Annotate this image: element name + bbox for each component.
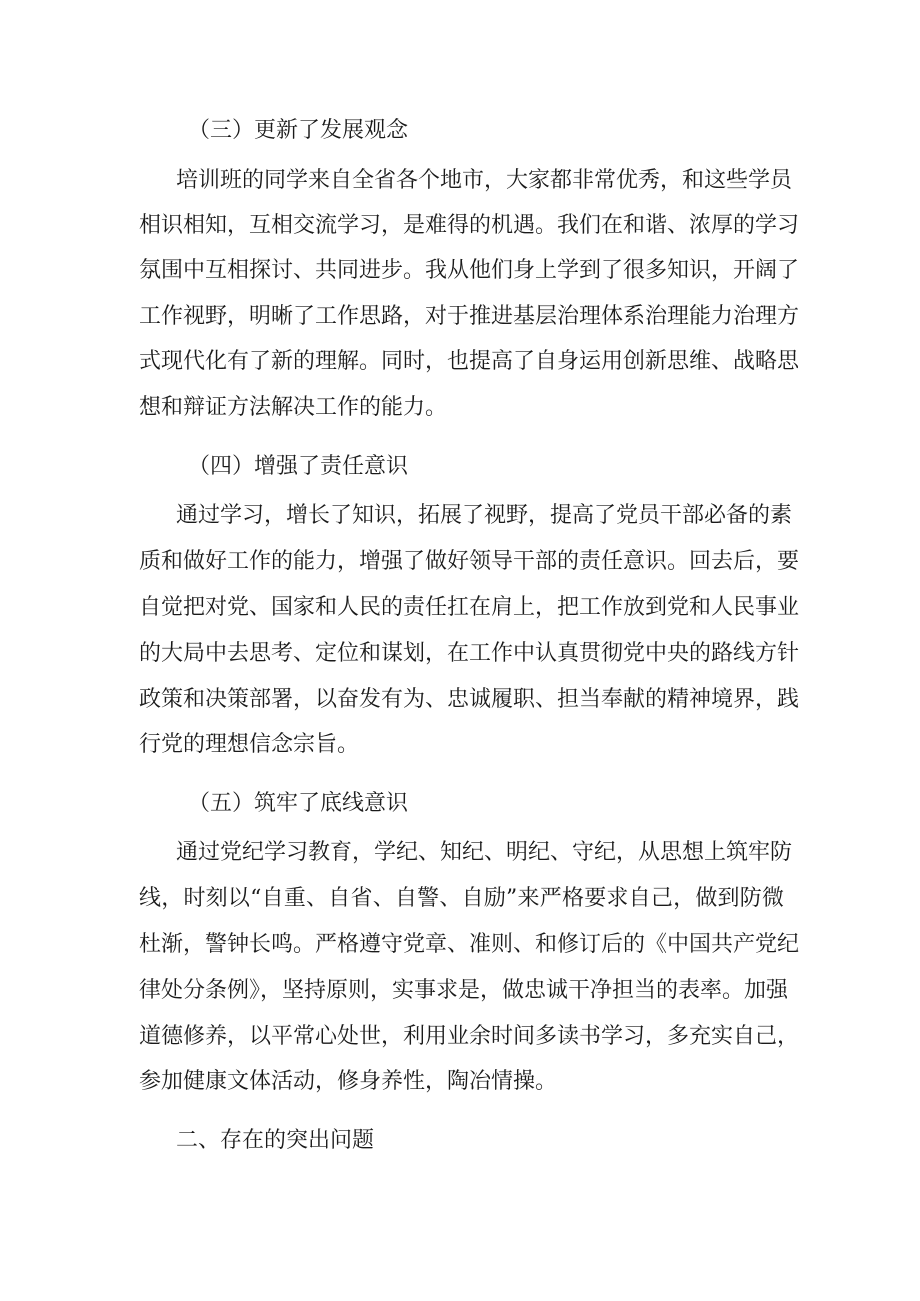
paragraph-line: 想和辩证方法解决工作的能力。 xyxy=(139,395,448,420)
paragraph-line: 线，时刻以“自重、自省、自警、自励”来严格要求自己，做到防微 xyxy=(139,886,784,911)
paragraph-line: 的大局中去思考、定位和谋划，在工作中认真贯彻党中央的路线方针 xyxy=(139,641,800,666)
paragraph-line: 式现代化有了新的理解。同时，也提高了自身运用创新思维、战略思 xyxy=(139,349,800,374)
section-heading: 二、存在的突出问题 xyxy=(176,1128,375,1153)
subsection-heading-3: （三）更新了发展观念 xyxy=(188,118,409,143)
subsection-heading-5: （五）筑牢了底线意识 xyxy=(188,791,409,816)
paragraph-line: 通过学习，增长了知识，拓展了视野，提高了党员干部必备的素 xyxy=(176,503,793,528)
paragraph-line: 工作视野，明晰了工作思路，对于推进基层治理体系治理能力治理方 xyxy=(139,304,800,329)
paragraph-line: 律处分条例》，坚持原则，实事求是，做忠诚干净担当的表率。加强 xyxy=(139,978,789,1003)
paragraph-line: 氛围中互相探讨、共同进步。我从他们身上学到了很多知识，开阔了 xyxy=(139,258,800,283)
paragraph-line: 通过党纪学习教育，学纪、知纪、明纪、守纪，从思想上筑牢防 xyxy=(176,840,793,865)
paragraph-line: 参加健康文体活动，修身养性，陶冶情操。 xyxy=(139,1069,558,1094)
paragraph-line: 政策和决策部署，以奋发有为、忠诚履职、担当奉献的精神境界，践 xyxy=(139,687,800,712)
paragraph-line: 培训班的同学来自全省各个地市，大家都非常优秀，和这些学员 xyxy=(176,168,793,193)
paragraph-line: 道德修养，以平常心处世，利用业余时间多读书学习，多充实自己， xyxy=(139,1024,800,1049)
subsection-heading-4: （四）增强了责任意识 xyxy=(188,454,409,479)
paragraph-line: 自觉把对党、国家和人民的责任扛在肩上，把工作放到党和人民事业 xyxy=(139,595,800,620)
paragraph-line: 杜渐，警钟长鸣。严格遵守党章、准则、和修订后的《中国共产党纪 xyxy=(139,932,800,957)
paragraph-line: 行党的理想信念宗旨。 xyxy=(139,732,360,757)
paragraph-line: 相识相知，互相交流学习，是难得的机遇。我们在和谐、浓厚的学习 xyxy=(139,213,800,238)
paragraph-line: 质和做好工作的能力，增强了做好领导干部的责任意识。回去后，要 xyxy=(139,549,800,574)
